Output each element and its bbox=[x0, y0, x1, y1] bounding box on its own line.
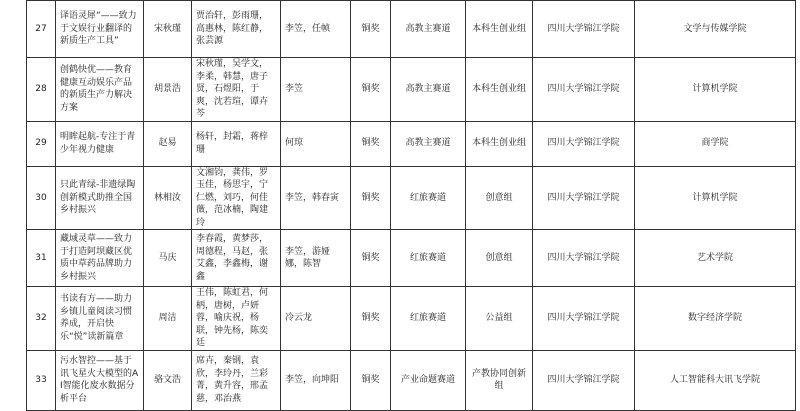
table-row bbox=[27, 350, 796, 410]
table-row bbox=[27, 287, 796, 351]
track: 高教主赛道 bbox=[391, 121, 466, 166]
team-leader: 宋秋瑾 bbox=[144, 1, 192, 58]
group: 本科生创业组 bbox=[466, 121, 533, 166]
group: 创意组 bbox=[466, 166, 533, 230]
school: 四川大学锦江学院 bbox=[533, 1, 635, 58]
table-row bbox=[27, 230, 796, 287]
award-level: 铜奖 bbox=[351, 121, 391, 166]
team-members: 李春霞，黄梦莎，周德程，马赵，张艾鑫，李鑫梅，谢鑫 bbox=[192, 230, 281, 287]
award-level: 铜奖 bbox=[351, 350, 391, 410]
project-name: 污水智控——基于讯飞星火大模型的AI智能化废水数据分析平台 bbox=[56, 350, 144, 410]
row-number: 27 bbox=[27, 1, 56, 58]
school: 四川大学锦江学院 bbox=[533, 166, 635, 230]
row-number: 32 bbox=[27, 287, 56, 351]
team-members: 贾治轩，彭雨珊，高惠林，陈红静，张芸源 bbox=[192, 1, 281, 58]
college: 计算机学院 bbox=[635, 58, 796, 122]
advisor: 冷云龙 bbox=[281, 287, 351, 351]
group: 创意组 bbox=[466, 230, 533, 287]
track: 红旅赛道 bbox=[391, 287, 466, 351]
advisor: 何琼 bbox=[281, 121, 351, 166]
team-members: 席卉，秦钢，袁欣，李玲丹，兰彩菁，黄升容，邢孟慈，邓治燕 bbox=[192, 350, 281, 410]
advisor: 李笠，任帧 bbox=[281, 1, 351, 58]
row-number: 29 bbox=[27, 121, 56, 166]
track: 高教主赛道 bbox=[391, 58, 466, 122]
project-name: 译语灵犀“——致力于文娱行业翻译的新质生产工具” bbox=[56, 1, 144, 58]
project-name: 书读有方——助力乡镇儿童阅读习惯养成，开启快乐“悦”读新篇章 bbox=[56, 287, 144, 351]
award-level: 铜奖 bbox=[351, 166, 391, 230]
college: 文学与传媒学院 bbox=[635, 1, 796, 58]
team-leader: 胡景浩 bbox=[144, 58, 192, 122]
team-members: 文湘钧，龚伟，罗玉佳，杨思宇，宁仁燃，刘巧，何佳薇，范冰楠，陶建玲 bbox=[192, 166, 281, 230]
award-level: 铜奖 bbox=[351, 1, 391, 58]
track: 红旅赛道 bbox=[391, 230, 466, 287]
school: 四川大学锦江学院 bbox=[533, 58, 635, 122]
team-leader: 周洁 bbox=[144, 287, 192, 351]
table-row bbox=[27, 1, 796, 58]
advisor: 李笠 bbox=[281, 58, 351, 122]
team-leader: 马庆 bbox=[144, 230, 192, 287]
college: 商学院 bbox=[635, 121, 796, 166]
award-table bbox=[26, 0, 796, 411]
advisor: 李笠，韩春寅 bbox=[281, 166, 351, 230]
group: 本科生创业组 bbox=[466, 58, 533, 122]
team-leader: 赵易 bbox=[144, 121, 192, 166]
row-number: 28 bbox=[27, 58, 56, 122]
group: 本科生创业组 bbox=[466, 1, 533, 58]
group: 公益组 bbox=[466, 287, 533, 351]
row-number: 31 bbox=[27, 230, 56, 287]
advisor: 李笠，游娅娜，陈智 bbox=[281, 230, 351, 287]
project-name: 明眸起航-专注于青少年视力健康 bbox=[56, 121, 144, 166]
table-row bbox=[27, 58, 796, 122]
advisor: 李笠，向坤阳 bbox=[281, 350, 351, 410]
school: 四川大学锦江学院 bbox=[533, 230, 635, 287]
college: 数字经济学院 bbox=[635, 287, 796, 351]
table-row bbox=[27, 121, 796, 166]
school: 四川大学锦江学院 bbox=[533, 287, 635, 351]
college: 计算机学院 bbox=[635, 166, 796, 230]
table-row bbox=[27, 166, 796, 230]
college: 艺术学院 bbox=[635, 230, 796, 287]
award-table-container bbox=[26, 0, 796, 411]
group: 产教协同创新组 bbox=[466, 350, 533, 410]
team-members: 王伟，陈虹君，何柄，唐树，卢妍蓉，喻庆祝，杨联，钟先杨，陈奕廷 bbox=[192, 287, 281, 351]
track: 红旅赛道 bbox=[391, 166, 466, 230]
award-level: 铜奖 bbox=[351, 287, 391, 351]
project-name: 只此青绿-非遗绿陶创新模式助推全国乡村振兴 bbox=[56, 166, 144, 230]
award-level: 铜奖 bbox=[351, 58, 391, 122]
team-leader: 骆文浩 bbox=[144, 350, 192, 410]
team-members: 宋秋瑾，吴学文，李柔，韩慧，唐子贤，石煜阳，于爽，沈若瑄，谭卉芩 bbox=[192, 58, 281, 122]
award-level: 铜奖 bbox=[351, 230, 391, 287]
college: 人工智能科大讯飞学院 bbox=[635, 350, 796, 410]
project-name: 创鹤快优——教育健康互动娱乐产品的新质生产力解决方案 bbox=[56, 58, 144, 122]
track: 产业命题赛道 bbox=[391, 350, 466, 410]
track: 高教主赛道 bbox=[391, 1, 466, 58]
team-members: 杨轩，封霜，蒋梓珊 bbox=[192, 121, 281, 166]
project-name: 藏域灵草——致力于打造阿坝藏区优质中草药品牌助力乡村振兴 bbox=[56, 230, 144, 287]
team-leader: 林相汝 bbox=[144, 166, 192, 230]
row-number: 30 bbox=[27, 166, 56, 230]
school: 四川大学锦江学院 bbox=[533, 121, 635, 166]
school: 四川大学锦江学院 bbox=[533, 350, 635, 410]
row-number: 33 bbox=[27, 350, 56, 410]
